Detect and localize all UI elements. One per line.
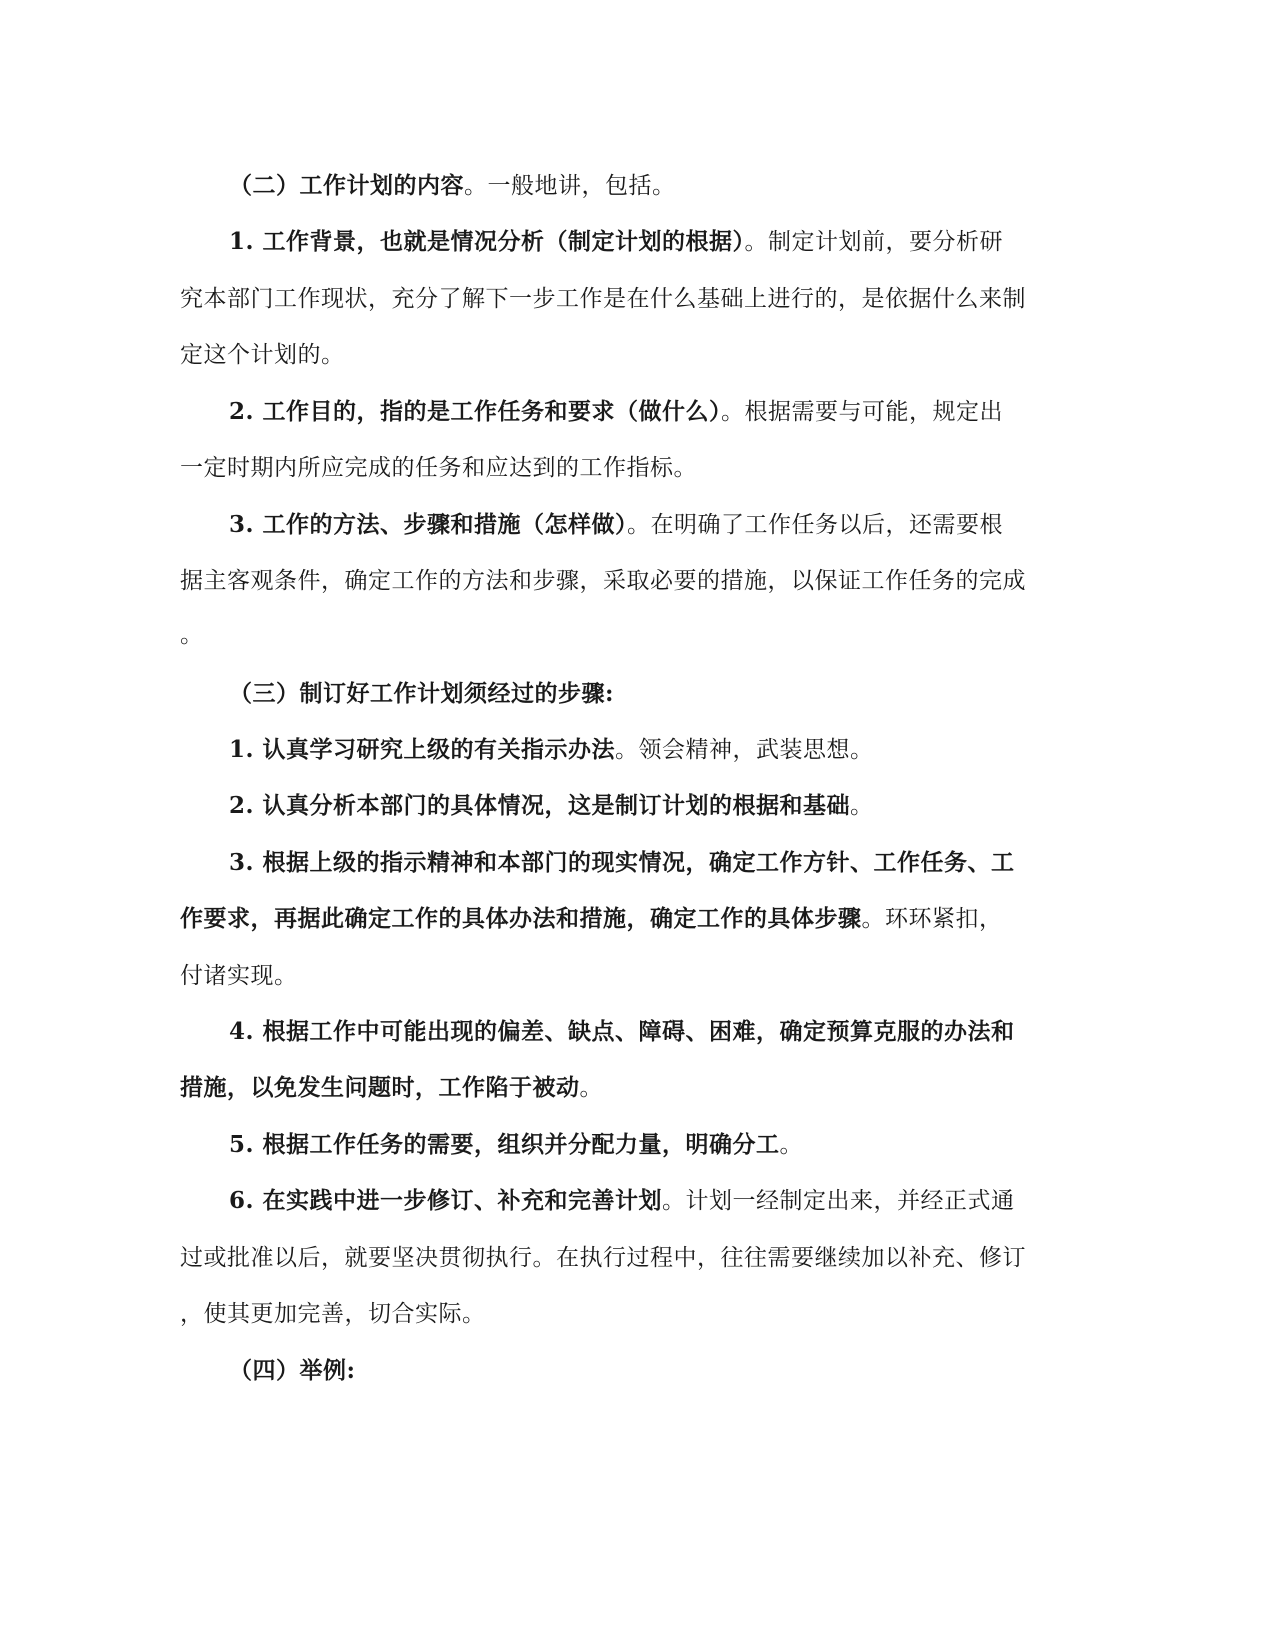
bold-text: 3. 根据上级的指示精神和本部门的现实情况，确定工作方针、工作任务、工 — [229, 849, 1015, 876]
normal-text: 。 — [579, 1075, 603, 1101]
bold-text: （二）工作计划的内容 — [229, 172, 464, 199]
text-line — [229, 510, 1003, 540]
bold-text: 2. 工作目的，指的是工作任务和要求（做什么） — [229, 398, 722, 425]
normal-text: 据主客观条件，确定工作的方法和步骤，采取必要的措施，以保证工作任务的完成 — [180, 568, 1026, 594]
normal-text: 。环环紧扣， — [861, 906, 1003, 932]
text-line — [229, 1130, 803, 1160]
normal-text: 。计划一经制定出来，并经正式通 — [662, 1188, 1015, 1214]
normal-text: ，使其更加完善，切合实际。 — [180, 1301, 486, 1327]
text-line — [229, 679, 614, 709]
text-line — [229, 1017, 1015, 1047]
normal-text: 过或批准以后，就要坚决贯彻执行。在执行过程中，往往需要继续加以补充、修订 — [180, 1245, 1026, 1271]
text-line — [229, 227, 1003, 257]
text-line — [180, 566, 1026, 596]
text-line — [229, 171, 676, 201]
bold-text: 作要求，再据此确定工作的具体办法和措施，确定工作的具体步骤 — [180, 905, 862, 932]
text-line — [180, 961, 298, 991]
bold-text: 4. 根据工作中可能出现的偏差、缺点、障碍、困难，确定预算克服的办法和 — [229, 1018, 1015, 1045]
bold-text: （四）举例: — [229, 1357, 356, 1384]
bold-text: 措施，以免发生问题时，工作陷于被动 — [180, 1074, 580, 1101]
text-line — [180, 904, 1003, 934]
text-line — [229, 397, 1003, 427]
text-line — [180, 1073, 603, 1103]
text-line — [180, 620, 204, 650]
text-line — [229, 735, 874, 765]
normal-text: 一定时期内所应完成的任务和应达到的工作指标。 — [180, 455, 697, 481]
text-line — [180, 284, 1026, 314]
normal-text: 。领会精神，武装思想。 — [615, 737, 874, 763]
text-line — [229, 1186, 1015, 1216]
text-line — [180, 1299, 486, 1329]
normal-text: 。 — [850, 793, 874, 819]
text-line — [229, 848, 1015, 878]
normal-text: 究本部门工作现状，充分了解下一步工作是在什么基础上进行的，是依据什么来制 — [180, 286, 1026, 312]
bold-text: 2. 认真分析本部门的具体情况，这是制订计划的根据和基础 — [229, 792, 851, 819]
text-line — [180, 340, 345, 370]
normal-text: 。在明确了工作任务以后，还需要根 — [627, 512, 1004, 538]
text-line — [180, 453, 697, 483]
normal-text: 。 — [180, 622, 204, 648]
normal-text: 。 — [779, 1132, 804, 1158]
bold-text: 1. 工作背景，也就是情况分析（制定计划的根据） — [229, 228, 745, 255]
bold-text: 6. 在实践中进一步修订、补充和完善计划 — [229, 1187, 663, 1214]
normal-text: 付诸实现。 — [180, 963, 298, 989]
normal-text: 。制定计划前，要分析研 — [744, 229, 1004, 255]
normal-text: 定这个计划的。 — [180, 342, 345, 368]
bold-text: 5. 根据工作任务的需要，组织并分配力量，明确分工 — [229, 1131, 780, 1158]
normal-text: 。根据需要与可能，规定出 — [721, 399, 1004, 425]
text-line — [229, 1356, 356, 1386]
normal-text: 。一般地讲，包括。 — [464, 173, 676, 199]
text-line — [229, 791, 874, 821]
bold-text: （三）制订好工作计划须经过的步骤: — [229, 680, 614, 707]
bold-text: 1. 认真学习研究上级的有关指示办法 — [229, 736, 616, 763]
bold-text: 3. 工作的方法、步骤和措施（怎样做） — [229, 511, 628, 538]
text-line — [180, 1243, 1026, 1273]
